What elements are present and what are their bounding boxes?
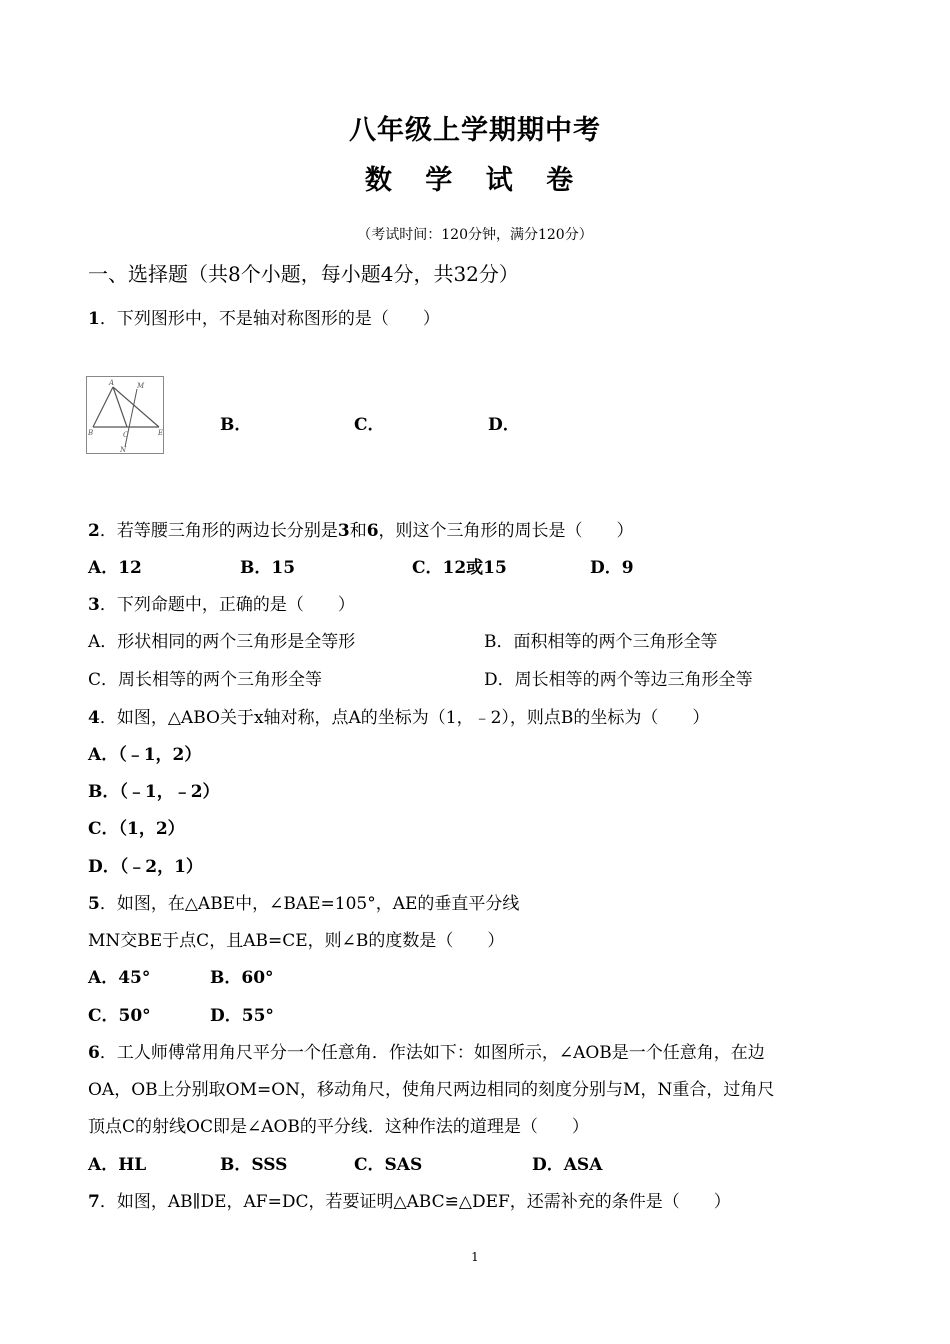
question-2-value-a: 3 [337, 521, 350, 541]
question-5-number: 5 [88, 894, 100, 914]
question-2-text-c: ，则这个三角形的周长是（ ） [378, 521, 634, 541]
question-2-value-b: 6 [366, 521, 379, 541]
question-6-option-a: A．HL [88, 1155, 147, 1175]
question-1-figure-a [86, 376, 164, 454]
figure-label-a: A [109, 379, 115, 387]
question-4-option-b: B．（﹣1，﹣2） [88, 782, 220, 802]
question-7-number: 7 [88, 1192, 100, 1212]
question-1-option-b: B． [220, 415, 252, 435]
question-3-number: 3 [88, 595, 100, 615]
question-4-option-c: C．（1，2） [88, 819, 185, 839]
question-5-option-b: B．60° [210, 968, 274, 988]
question-1-option-d: D． [488, 415, 520, 435]
question-3-option-d: D．周长相等的两个等边三角形全等 [484, 670, 753, 690]
question-6-option-c: C．SAS [354, 1155, 423, 1175]
section-heading-choice: 一、选择题（共8个小题，每小题4分，共32分） [88, 262, 519, 286]
question-6-option-b: B．SSS [220, 1155, 288, 1175]
question-5-stem-line2: MN交BE于点C，且AB=CE，则∠B的度数是（ ） [88, 931, 505, 951]
question-4-number: 4 [88, 708, 100, 728]
question-4-stem [88, 707, 709, 729]
question-4-option-d: D．（﹣2，1） [88, 857, 203, 877]
figure-label-m: M [137, 382, 145, 390]
question-1-stem [88, 308, 440, 330]
question-2-stem [88, 520, 634, 542]
question-6-stem-line2: OA，OB上分别取OM=ON，移动角尺，使角尺两边相同的刻度分别与M，N重合，过角尺 [88, 1080, 775, 1100]
question-2-option-d: D．9 [590, 558, 634, 578]
triangle-figure [87, 377, 163, 453]
question-2-text-a: ．若等腰三角形的两边长分别是 [99, 521, 338, 541]
question-7-text: ．如图，AB∥DE，AF=DC，若要证明△ABC≌△DEF，还需补充的条件是（ ） [99, 1192, 731, 1212]
question-3-option-a: A．形状相同的两个三角形是全等形 [88, 632, 356, 652]
question-2-option-c: C．12或15 [412, 558, 507, 578]
question-6-number: 6 [88, 1043, 100, 1063]
figure-label-e: E [158, 429, 163, 437]
question-3-option-b: B．面积相等的两个三角形全等 [484, 632, 718, 652]
question-2-text-b: 和 [349, 521, 367, 541]
exam-subject-title: 数 学 试 卷 [364, 165, 586, 196]
page-number: 1 [471, 1250, 479, 1264]
figure-label-b: B [88, 429, 94, 437]
figure-label-c: C [123, 431, 129, 439]
question-5-option-a: A．45° [88, 968, 151, 988]
question-1-text: ．下列图形中，不是轴对称图形的是（ ） [99, 309, 440, 329]
question-5-text-line1: ．如图，在△ABE中，∠BAE=105°，AE的垂直平分线 [99, 894, 520, 914]
exam-info: （考试时间：120分钟，满分120分） [357, 227, 593, 243]
question-6-stem-line1 [88, 1042, 765, 1064]
question-3-stem [88, 594, 355, 616]
exam-title: 八年级上学期期中考 [349, 115, 601, 146]
question-6-text-line1: ．工人师傅常用角尺平分一个任意角．作法如下：如图所示，∠AOB是一个任意角，在边 [99, 1043, 765, 1063]
question-2-number: 2 [88, 521, 100, 541]
question-3-text: ．下列命题中，正确的是（ ） [99, 595, 355, 615]
question-3-option-c: C．周长相等的两个三角形全等 [88, 670, 323, 690]
question-1-number: 1 [88, 309, 100, 329]
question-5-option-c: C．50° [88, 1006, 151, 1026]
question-5-option-d: D．55° [210, 1006, 274, 1026]
question-1-option-c: C． [354, 415, 385, 435]
question-6-stem-line3: 顶点C的射线OC即是∠AOB的平分线．这种作法的道理是（ ） [88, 1117, 589, 1137]
question-6-option-d: D．ASA [532, 1155, 603, 1175]
question-2-option-a: A．12 [88, 558, 142, 578]
question-5-stem-line1 [88, 893, 519, 915]
question-7-stem [88, 1191, 731, 1213]
question-4-text: ．如图，△ABO关于x轴对称，点A的坐标为（1，﹣2），则点B的坐标为（ ） [99, 708, 710, 728]
figure-label-n: N [120, 446, 127, 453]
question-4-option-a: A．（﹣1，2） [88, 745, 202, 765]
question-2-option-b: B．15 [240, 558, 296, 578]
